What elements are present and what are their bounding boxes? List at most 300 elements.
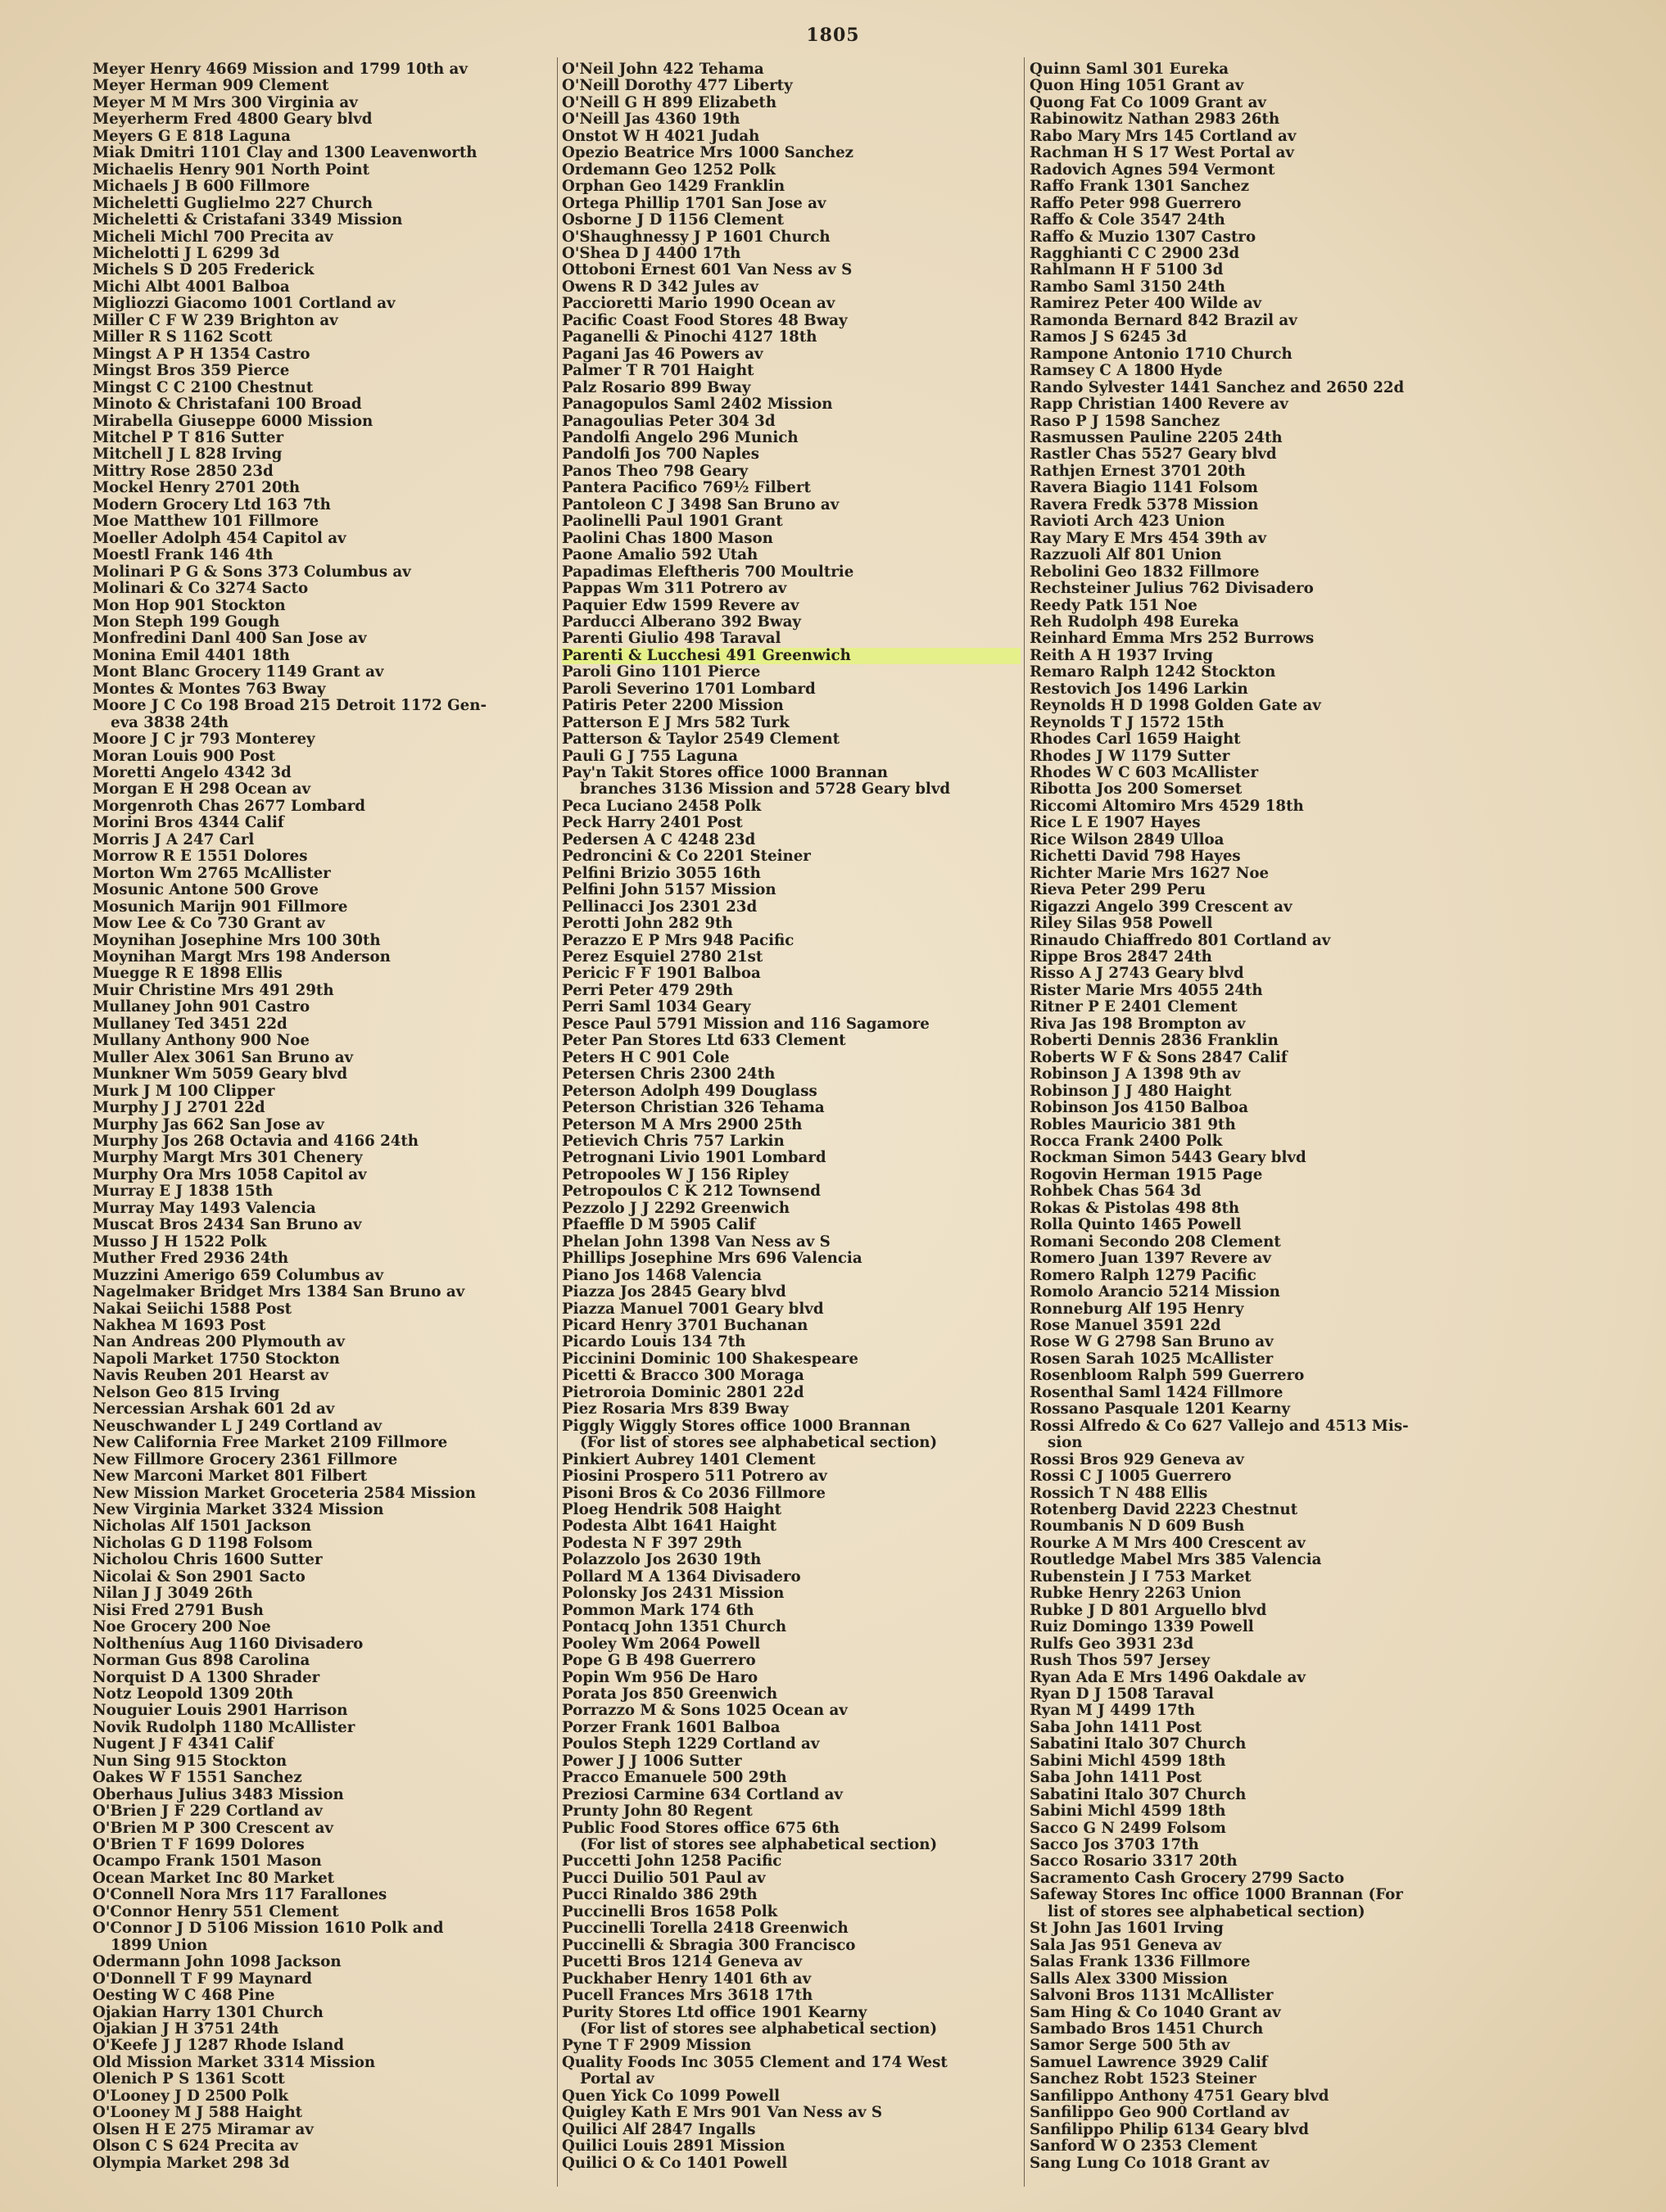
directory-entry: O'Neil John 422 Tehama	[562, 61, 764, 78]
directory-entry: Pay'n Takit Stores office 1000 Brannan	[562, 764, 888, 782]
directory-entry: Parducci Alberano 392 Bway	[562, 613, 801, 631]
directory-entry: Pellinacci Jos 2301 23d	[562, 898, 758, 916]
directory-entry: Oberhaus Julius 3483 Mission	[93, 1785, 344, 1803]
directory-entry: Patterson E J Mrs 582 Turk	[562, 713, 790, 731]
directory-entry: Mon Hop 901 Stockton	[93, 596, 286, 614]
directory-entry: Rice Wilson 2849 Ulloa	[1030, 830, 1225, 848]
directory-entry: Robles Mauricio 381 9th	[1030, 1115, 1236, 1133]
directory-entry: Rolla Quinto 1465 Powell	[1030, 1216, 1242, 1234]
directory-entry: Romero Ralph 1279 Pacific	[1030, 1266, 1256, 1284]
directory-entry: Romero Juan 1397 Revere av	[1030, 1250, 1271, 1268]
directory-entry: Moynihan Josephine Mrs 100 30th	[93, 931, 381, 949]
directory-entry: Nicholou Chris 1600 Sutter	[93, 1551, 323, 1569]
directory-entry: Rathjen Ernest 3701 20th	[1030, 462, 1246, 480]
directory-entry: Sacco G N 2499 Folsom	[1030, 1819, 1226, 1837]
directory-entry: Mingst A P H 1354 Castro	[93, 345, 310, 363]
directory-entry: Patiris Peter 2200 Mission	[562, 697, 784, 715]
directory-entry: Ottoboni Ernest 601 Van Ness av S	[562, 261, 853, 279]
directory-entry: Michaels J B 600 Fillmore	[93, 178, 310, 196]
directory-entry: Rockman Simon 5443 Geary blvd	[1030, 1149, 1306, 1167]
directory-entry: Rambo Saml 3150 24th	[1030, 278, 1226, 296]
directory-entry: Rush Thos 597 Jersey	[1030, 1652, 1211, 1670]
directory-entry-continuation: 1899 Union	[111, 1936, 208, 1954]
directory-entry: Ryan D J 1508 Taraval	[1030, 1685, 1214, 1703]
directory-entry: Rabo Mary Mrs 145 Cortland av	[1030, 127, 1297, 145]
directory-entry: Sang Lung Co 1018 Grant av	[1030, 2154, 1270, 2172]
directory-entry: Quilici Alf 2847 Ingalls	[562, 2120, 756, 2138]
directory-entry: Moore J C Co 198 Broad 215 Detroit 1172 Gen-	[93, 697, 487, 715]
directory-entry: Sanfilippo Geo 900 Cortland av	[1030, 2104, 1289, 2122]
directory-entry: Pietroroia Dominic 2801 22d	[562, 1383, 804, 1401]
directory-entry: Rulfs Geo 3931 23d	[1030, 1635, 1194, 1653]
directory-entry: Puckhaber Henry 1401 6th av	[562, 1970, 812, 1988]
directory-entry: Nouguier Louis 2901 Harrison	[93, 1702, 348, 1720]
directory-entry: Nicholas Alf 1501 Jackson	[93, 1518, 312, 1536]
directory-entry: Pucell Frances Mrs 3618 17th	[562, 1987, 813, 2005]
directory-entry: Pope G B 498 Guerrero	[562, 1652, 756, 1670]
directory-entry: Pandolfi Angelo 296 Munich	[562, 428, 799, 446]
directory-entry: Safeway Stores Inc office 1000 Brannan (For	[1030, 1886, 1403, 1904]
directory-entry: Perez Esquiel 2780 21st	[562, 948, 763, 966]
directory-entry: Pucci Rinaldo 386 29th	[562, 1886, 758, 1904]
directory-entry: O'Neill G H 899 Elizabeth	[562, 93, 777, 111]
directory-entry: Rhodes Carl 1659 Haight	[1030, 731, 1241, 749]
directory-entry: Rossi Bros 929 Geneva av	[1030, 1450, 1244, 1468]
directory-entry: Rourke A M Mrs 400 Crescent av	[1030, 1534, 1306, 1552]
directory-entry: Pinkiert Aubrey 1401 Clement	[562, 1450, 816, 1468]
directory-entry: Sacco Rosario 3317 20th	[1030, 1852, 1238, 1870]
directory-column-1	[93, 61, 551, 2172]
directory-entry: Ravera Fredk 5378 Mission	[1030, 495, 1259, 513]
directory-entry-continuation: list of stores see alphabetical section)	[1048, 1902, 1365, 1920]
directory-entry: Quilici O & Co 1401 Powell	[562, 2154, 788, 2172]
directory-entry: Monina Emil 4401 18th	[93, 646, 290, 664]
directory-entry: Muller Alex 3061 San Bruno av	[93, 1048, 354, 1066]
directory-entry: Mow Lee & Co 730 Grant av	[93, 915, 325, 933]
directory-entry-continuation: (For list of stores see alphabetical section)	[580, 1836, 938, 1854]
directory-entry: Paquier Edw 1599 Revere av	[562, 596, 799, 614]
directory-entry: Ojakian Harry 1301 Church	[93, 2003, 324, 2021]
directory-entry: Owens R D 342 Jules av	[562, 278, 758, 296]
directory-entry: Piosini Prospero 511 Potrero av	[562, 1468, 827, 1486]
directory-entry: Mitchell J L 828 Irving	[93, 446, 283, 464]
directory-entry: Mitchel P T 816 Sutter	[93, 428, 284, 446]
directory-entry: Piazza Manuel 7001 Geary blvd	[562, 1300, 824, 1318]
directory-entry: Ronneburg Alf 195 Henry	[1030, 1300, 1244, 1318]
directory-entry: Rose Manuel 3591 22d	[1030, 1316, 1221, 1334]
directory-entry: Paolini Chas 1800 Mason	[562, 529, 773, 547]
directory-entry: Michelotti J L 6299 3d	[93, 244, 280, 262]
directory-entry: Murk J M 100 Clipper	[93, 1082, 275, 1100]
directory-entry: Raffo Peter 998 Guerrero	[1030, 194, 1242, 212]
directory-entry: O'Connor J D 5106 Mission 1610 Polk and	[93, 1920, 444, 1938]
directory-entry: Rossi C J 1005 Guerrero	[1030, 1468, 1232, 1486]
directory-entry: Nakai Seiichi 1588 Post	[93, 1300, 292, 1318]
directory-entry: Rohbek Chas 564 3d	[1030, 1183, 1202, 1201]
directory-entry: Neuschwander L J 249 Cortland av	[93, 1417, 383, 1435]
directory-entry: Pandolfi Jos 700 Naples	[562, 446, 759, 464]
directory-entry: Oakes W F 1551 Sanchez	[93, 1769, 302, 1787]
directory-entry: Rampone Antonio 1710 Church	[1030, 345, 1293, 363]
directory-entry: Petrognani Livio 1901 Lombard	[562, 1149, 826, 1167]
directory-entry: Picardo Louis 134 7th	[562, 1333, 746, 1351]
directory-entry: Micheletti & Cristafani 3349 Mission	[93, 211, 403, 229]
directory-entry: Raffo & Cole 3547 24th	[1030, 211, 1225, 229]
directory-entry: Ramsey C A 1800 Hyde	[1030, 362, 1223, 380]
directory-entry: Robinson Jos 4150 Balboa	[1030, 1099, 1248, 1117]
directory-entry: O'Connor Henry 551 Clement	[93, 1902, 339, 1920]
directory-entry: Salls Alex 3300 Mission	[1030, 1970, 1228, 1988]
directory-entry: Ramonda Bernard 842 Brazil av	[1030, 311, 1297, 329]
directory-entry: Meyers G E 818 Laguna	[93, 127, 291, 145]
directory-entry: Puccinelli Torella 2418 Greenwich	[562, 1920, 849, 1938]
directory-entry: Perri Peter 479 29th	[562, 981, 734, 999]
directory-entry: Robinson J J 480 Haight	[1030, 1082, 1232, 1100]
directory-entry: Murray E J 1838 15th	[93, 1183, 274, 1201]
directory-entry: Panagopulos Saml 2402 Mission	[562, 396, 833, 414]
directory-entry: Mon Steph 199 Gough	[93, 613, 280, 631]
directory-entry: Perri Saml 1034 Geary	[562, 998, 751, 1016]
directory-entry: Pedroncini & Co 2201 Steiner	[562, 848, 811, 866]
directory-entry: Petersen Chris 2300 24th	[562, 1065, 776, 1083]
directory-entry: Sabini Michl 4599 18th	[1030, 1803, 1226, 1821]
directory-entry: Routledge Mabel Mrs 385 Valencia	[1030, 1551, 1322, 1569]
directory-entry: Podesta N F 397 29th	[562, 1534, 742, 1552]
directory-entry: Napoli Market 1750 Stockton	[93, 1350, 340, 1368]
column-divider	[557, 57, 558, 2187]
directory-entry: Nakhea M 1693 Post	[93, 1316, 266, 1334]
directory-entry: Radovich Agnes 594 Vermont	[1030, 161, 1275, 179]
directory-entry: Ryan Ada E Mrs 1496 Oakdale av	[1030, 1668, 1306, 1686]
directory-entry: Ravioti Arch 423 Union	[1030, 513, 1225, 531]
directory-entry: Rister Marie Mrs 4055 24th	[1030, 981, 1263, 999]
directory-entry: Perazzo E P Mrs 948 Pacific	[562, 931, 795, 949]
directory-entry: Morini Bros 4344 Calif	[93, 814, 284, 832]
directory-entry: Pacific Coast Food Stores 48 Bway	[562, 311, 848, 329]
directory-entry: Ruiz Domingo 1339 Powell	[1030, 1618, 1254, 1636]
directory-entry: Ray Mary E Mrs 454 39th av	[1030, 529, 1267, 547]
directory-entry: Sambado Bros 1451 Church	[1030, 2020, 1264, 2038]
directory-entry: Podesta Albt 1641 Haight	[562, 1518, 777, 1536]
directory-entry: Rabinowitz Nathan 2983 26th	[1030, 111, 1280, 129]
directory-entry: Pyne T F 2909 Mission	[562, 2037, 752, 2055]
directory-entry: Mockel Henry 2701 20th	[93, 479, 301, 497]
directory-entry: Samor Serge 500 5th av	[1030, 2037, 1230, 2055]
directory-entry: Samuel Lawrence 3929 Calif	[1030, 2053, 1268, 2071]
directory-entry: Picard Henry 3701 Buchanan	[562, 1316, 808, 1334]
directory-entry: Morrow R E 1551 Dolores	[93, 848, 308, 866]
directory-entry: Puccinelli Bros 1658 Polk	[562, 1902, 778, 1920]
directory-entry: Sala Jas 951 Geneva av	[1030, 1936, 1222, 1954]
directory-entry: Peterson Adolph 499 Douglass	[562, 1082, 817, 1100]
directory-entry: New Marconi Market 801 Filbert	[93, 1468, 368, 1486]
directory-entry: Rigazzi Angelo 399 Crescent av	[1030, 898, 1293, 916]
directory-entry: O'Looney M J 588 Haight	[93, 2104, 303, 2122]
directory-entry: Moran Louis 900 Post	[93, 747, 276, 765]
directory-entry: New Fillmore Grocery 2361 Fillmore	[93, 1450, 398, 1468]
directory-entry: Mingst C C 2100 Chestnut	[93, 378, 314, 396]
directory-entry: Olson C S 624 Precita av	[93, 2137, 298, 2155]
directory-column-2	[562, 61, 1021, 2172]
directory-entry: Molinari & Co 3274 Sacto	[93, 580, 309, 598]
directory-entry: Peca Luciano 2458 Polk	[562, 797, 762, 815]
directory-entry: Nicolai & Son 2901 Sacto	[93, 1567, 306, 1585]
directory-entry: Moe Matthew 101 Fillmore	[93, 513, 319, 531]
directory-entry: Sabatini Italo 307 Church	[1030, 1735, 1247, 1753]
directory-entry: Rossi Alfredo & Co 627 Vallejo and 4513 Mis-	[1030, 1417, 1409, 1435]
directory-entry: Piano Jos 1468 Valencia	[562, 1266, 763, 1284]
directory-entry: Pesce Paul 5791 Mission and 116 Sagamore	[562, 1015, 930, 1033]
directory-entry-continuation: sion	[1048, 1434, 1083, 1452]
directory-entry: Power J J 1006 Sutter	[562, 1752, 742, 1770]
directory-entry: Polazzolo Jos 2630 19th	[562, 1551, 762, 1569]
directory-entry: Musso J H 1522 Polk	[93, 1233, 267, 1251]
directory-entry: Rossano Pasquale 1201 Kearny	[1030, 1400, 1291, 1418]
directory-entry: Notz Leopold 1309 20th	[93, 1685, 293, 1703]
directory-entry: Prunty John 80 Regent	[562, 1803, 753, 1821]
directory-entry: Muir Christine Mrs 491 29th	[93, 981, 334, 999]
directory-entry: Miller C F W 239 Brighton av	[93, 311, 338, 329]
directory-entry: Nelson Geo 815 Irving	[93, 1383, 280, 1401]
directory-entry: Porzer Frank 1601 Balboa	[562, 1718, 781, 1736]
directory-entry: Ordemann Geo 1252 Polk	[562, 161, 776, 179]
directory-entry: Rosenthal Saml 1424 Fillmore	[1030, 1383, 1283, 1401]
directory-entry: Ravera Biagio 1141 Folsom	[1030, 479, 1258, 497]
directory-entry: Odermann John 1098 Jackson	[93, 1953, 342, 1971]
directory-entry: Pantoleon C J 3498 San Bruno av	[562, 495, 840, 513]
directory-entry: Saba John 1411 Post	[1030, 1769, 1202, 1787]
directory-entry: Ribotta Jos 200 Somerset	[1030, 780, 1243, 798]
directory-entry: Ojakian J H 3751 24th	[93, 2020, 279, 2038]
directory-entry: Rokas & Pistolas 498 8th	[1030, 1199, 1240, 1217]
directory-entry: Pelfini Brizio 3055 16th	[562, 864, 761, 882]
directory-entry: Murphy Margt Mrs 301 Chenery	[93, 1149, 363, 1167]
directory-entry: Quinn Saml 301 Eureka	[1030, 61, 1229, 78]
directory-entry: Salvoni Bros 1131 McAllister	[1030, 1987, 1274, 2005]
directory-entry: Riccomi Altomiro Mrs 4529 18th	[1030, 797, 1304, 815]
directory-entry: Murphy Jos 268 Octavia and 4166 24th	[93, 1133, 419, 1150]
directory-entry: Ramos J S 6245 3d	[1030, 328, 1187, 346]
directory-entry: Rieva Peter 299 Peru	[1030, 881, 1206, 899]
directory-entry: New Mission Market Groceteria 2584 Mission	[93, 1484, 476, 1502]
directory-entry: Razzuoli Alf 801 Union	[1030, 546, 1222, 564]
directory-entry-continuation: (For list of stores see alphabetical section)	[580, 2020, 938, 2038]
directory-entry: O'Looney J D 2500 Polk	[93, 2087, 288, 2105]
directory-entry: Noe Grocery 200 Noe	[93, 1618, 271, 1636]
directory-entry: Petievich Chris 757 Larkin	[562, 1133, 785, 1150]
directory-entry: Paroli Gino 1101 Pierce	[562, 663, 761, 681]
directory-entry: Picetti & Bracco 300 Moraga	[562, 1367, 804, 1385]
directory-entry: Reedy Patk 151 Noe	[1030, 596, 1197, 614]
directory-entry: Panos Theo 798 Geary	[562, 462, 749, 480]
directory-entry: Peterson Christian 326 Tehama	[562, 1099, 825, 1117]
directory-entry: Ortega Phillip 1701 San Jose av	[562, 194, 826, 212]
directory-entry: Quality Foods Inc 3055 Clement and 174 West	[562, 2053, 948, 2071]
directory-entry: Paganelli & Pinochi 4127 18th	[562, 328, 817, 346]
directory-entry: Olympia Market 298 3d	[93, 2154, 290, 2172]
directory-entry: Peters H C 901 Cole	[562, 1048, 730, 1066]
directory-entry: Roberts W F & Sons 2847 Calif	[1030, 1048, 1288, 1066]
directory-entry: Nercessian Arshak 601 2d av	[93, 1400, 335, 1418]
directory-entry: Peterson M A Mrs 2900 25th	[562, 1115, 803, 1133]
directory-entry: Porrazzo M & Sons 1025 Ocean av	[562, 1702, 848, 1720]
directory-column-3	[1030, 61, 1488, 2172]
directory-entry: Pelfini John 5157 Mission	[562, 881, 776, 899]
directory-entry: Reith A H 1937 Irving	[1030, 646, 1213, 664]
directory-entry: Roumbanis N D 609 Bush	[1030, 1518, 1245, 1536]
directory-entry: Poulos Steph 1229 Cortland av	[562, 1735, 820, 1753]
directory-entry: Nun Sing 915 Stockton	[93, 1752, 287, 1770]
directory-entry: Palmer T R 701 Haight	[562, 362, 754, 380]
directory-entry: Murphy J J 2701 22d	[93, 1099, 265, 1117]
directory-entry: Porata Jos 850 Greenwich	[562, 1685, 778, 1703]
directory-entry: Sanfilippo Philip 6134 Geary blvd	[1030, 2120, 1309, 2138]
directory-entry: Petropooles W J 156 Ripley	[562, 1165, 789, 1183]
directory-entry: Romani Secondo 208 Clement	[1030, 1233, 1281, 1251]
directory-entry: Pezzolo J J 2292 Greenwich	[562, 1199, 790, 1217]
directory-entry: Moeller Adolph 454 Capitol av	[93, 529, 346, 547]
directory-entry: Morgan E H 298 Ocean av	[93, 780, 311, 798]
directory-entry: Polonsky Jos 2431 Mission	[562, 1585, 785, 1603]
directory-entry: Sanfilippo Anthony 4751 Geary blvd	[1030, 2087, 1329, 2105]
directory-entry: Onstot W H 4021 Judah	[562, 127, 760, 145]
directory-entry: Piggly Wiggly Stores office 1000 Brannan	[562, 1417, 911, 1435]
directory-entry: Sanchez Robt 1523 Steiner	[1030, 2070, 1256, 2088]
directory-entry: Rocca Frank 2400 Polk	[1030, 1133, 1223, 1150]
directory-entry: Sam Hing & Co 1040 Grant av	[1030, 2003, 1281, 2021]
directory-entry: Morgenroth Chas 2677 Lombard	[93, 797, 365, 815]
directory-entry: Piccinini Dominic 100 Shakespeare	[562, 1350, 858, 1368]
directory-entry: Patterson & Taylor 2549 Clement	[562, 731, 840, 749]
directory-entry: O'Shaughnessy J P 1601 Church	[562, 228, 831, 246]
directory-entry: Quigley Kath E Mrs 901 Van Ness av S	[562, 2104, 883, 2122]
directory-entry: Rachman H S 17 West Portal av	[1030, 144, 1294, 162]
directory-entry: Sabini Michl 4599 18th	[1030, 1752, 1226, 1770]
directory-entry: Pucetti Bros 1214 Geneva av	[562, 1953, 803, 1971]
directory-entry: O'Neill Jas 4360 19th	[562, 111, 740, 129]
directory-entry: Murphy Jas 662 San Jose av	[93, 1115, 324, 1133]
directory-entry: Mittry Rose 2850 23d	[93, 462, 274, 480]
directory-entry: Rapp Christian 1400 Revere av	[1030, 396, 1288, 414]
directory-entry-continuation: Portal av	[580, 2070, 654, 2088]
directory-entry: Phelan John 1398 Van Ness av S	[562, 1233, 831, 1251]
directory-entry: Pauli G J 755 Laguna	[562, 747, 738, 765]
directory-entry-continuation: eva 3838 24th	[111, 713, 229, 731]
directory-entry: Muzzini Amerigo 659 Columbus av	[93, 1266, 384, 1284]
directory-entry: Rotenberg David 2223 Chestnut	[1030, 1500, 1298, 1518]
directory-entry: Pagani Jas 46 Powers av	[562, 345, 763, 363]
directory-entry: Mullaney Ted 3451 22d	[93, 1015, 287, 1033]
directory-entry: Pollard M A 1364 Divisadero	[562, 1567, 801, 1585]
directory-entry: Pantera Pacifico 769½ Filbert	[562, 479, 811, 497]
directory-entry: Meyerherm Fred 4800 Geary blvd	[93, 111, 373, 129]
directory-entry: Paolinelli Paul 1901 Grant	[562, 513, 783, 531]
directory-entry: Raffo & Muzio 1307 Castro	[1030, 228, 1256, 246]
directory-entry: Mullaney John 901 Castro	[93, 998, 310, 1016]
directory-entry: Rahlmann H F 5100 3d	[1030, 261, 1224, 279]
directory-entry: O'Brien M P 300 Crescent av	[93, 1819, 333, 1837]
directory-entry: Morris J A 247 Carl	[93, 830, 255, 848]
directory-entry: O'Shea D J 4400 17th	[562, 244, 741, 262]
directory-entry: Peter Pan Stores Ltd 633 Clement	[562, 1032, 846, 1050]
directory-entry: Romolo Arancio 5214 Mission	[1030, 1283, 1280, 1301]
directory-entry: Miak Dmitri 1101 Clay and 1300 Leavenworth	[93, 144, 478, 162]
directory-entry: Ramirez Peter 400 Wilde av	[1030, 295, 1262, 313]
directory-entry: Quong Fat Co 1009 Grant av	[1030, 93, 1267, 111]
directory-entry: Molinari P G & Sons 373 Columbus av	[93, 563, 411, 581]
directory-entry: Murray May 1493 Valencia	[93, 1199, 316, 1217]
directory-entry: Ocean Market Inc 80 Market	[93, 1869, 335, 1887]
directory-entry: Nicholas G D 1198 Folsom	[93, 1534, 313, 1552]
directory-entry: Pontacq John 1351 Church	[562, 1618, 787, 1636]
directory-entry: Olenich P S 1361 Scott	[93, 2070, 285, 2088]
directory-entry: Sacramento Cash Grocery 2799 Sacto	[1030, 1869, 1345, 1887]
directory-entry: Ritner P E 2401 Clement	[1030, 998, 1238, 1016]
directory-entry: Meyer Herman 909 Clement	[93, 77, 329, 95]
directory-entry: Ploeg Hendrik 508 Haight	[562, 1500, 781, 1518]
directory-entry: Richetti David 798 Hayes	[1030, 848, 1241, 866]
directory-entry: Ryan M J 4499 17th	[1030, 1702, 1195, 1720]
directory-entry: Pucci Duilio 501 Paul av	[562, 1869, 766, 1887]
directory-entry: Ocampo Frank 1501 Mason	[93, 1852, 322, 1870]
directory-entry: Robinson J A 1398 9th av	[1030, 1065, 1241, 1083]
directory-entry: O'Connell Nora Mrs 117 Farallones	[93, 1886, 387, 1904]
directory-entry: Ragghianti C C 2900 23d	[1030, 244, 1240, 262]
directory-entry: Palz Rosario 899 Bway	[562, 378, 751, 396]
directory-entry: Michaelis Henry 901 North Point	[93, 161, 369, 179]
directory-entry: Rubke J D 801 Arguello blvd	[1030, 1601, 1267, 1619]
directory-entry: Montes & Montes 763 Bway	[93, 680, 326, 698]
directory-entry: Rhodes W C 603 McAllister	[1030, 764, 1259, 782]
directory-entry: Opezio Beatrice Mrs 1000 Sanchez	[562, 144, 854, 162]
directory-entry-continuation: branches 3136 Mission and 5728 Geary blvd	[580, 780, 951, 798]
directory-entry: Rice L E 1907 Hayes	[1030, 814, 1201, 832]
directory-entry: Osborne J D 1156 Clement	[562, 211, 785, 229]
directory-entry: Rubke Henry 2263 Union	[1030, 1585, 1242, 1603]
directory-entry: O'Brien J F 229 Cortland av	[93, 1803, 323, 1821]
directory-entry: Rogovin Herman 1915 Page	[1030, 1165, 1263, 1183]
directory-entry: Rinaudo Chiaffredo 801 Cortland av	[1030, 931, 1331, 949]
directory-entry: Morton Wm 2765 McAllister	[93, 864, 331, 882]
directory-entry: Pracco Emanuele 500 29th	[562, 1769, 787, 1787]
directory-entry: Rose W G 2798 San Bruno av	[1030, 1333, 1274, 1351]
directory-entry: Paone Amalio 592 Utah	[562, 546, 758, 564]
directory-entry: Riva Jas 198 Brompton av	[1030, 1015, 1246, 1033]
directory-entry: Mullany Anthony 900 Noe	[93, 1032, 310, 1050]
directory-entry: Orphan Geo 1429 Franklin	[562, 178, 785, 196]
directory-entry: Rippe Bros 2847 24th	[1030, 948, 1212, 966]
directory-entry: Monfredini Danl 400 San Jose av	[93, 630, 367, 648]
directory-entry: Panagoulias Peter 304 3d	[562, 412, 776, 430]
directory-entry: Pedersen A C 4248 23d	[562, 830, 756, 848]
directory-entry: Raffo Frank 1301 Sanchez	[1030, 178, 1250, 196]
directory-entry: Sacco Jos 3703 17th	[1030, 1836, 1199, 1854]
directory-entry: Pisoni Bros & Co 2036 Fillmore	[562, 1484, 826, 1502]
directory-entry: Moynihan Margt Mrs 198 Anderson	[93, 948, 391, 966]
directory-entry: Muscat Bros 2434 San Bruno av	[93, 1216, 362, 1234]
page-number: 1805	[806, 25, 860, 46]
directory-entry: Raso P J 1598 Sanchez	[1030, 412, 1220, 430]
directory-entry: Pappas Wm 311 Potrero av	[562, 580, 787, 598]
directory-entry: Navis Reuben 201 Hearst av	[93, 1367, 328, 1385]
directory-entry: Petropoulos C K 212 Townsend	[562, 1183, 822, 1201]
directory-entry: Muther Fred 2936 24th	[93, 1250, 289, 1268]
directory-entry: Rechsteiner Julius 762 Divisadero	[1030, 580, 1314, 598]
directory-entry: Mosunic Antone 500 Grove	[93, 881, 319, 899]
directory-entry: Restovich Jos 1496 Larkin	[1030, 680, 1248, 698]
directory-entry: Oesting W C 468 Pine	[93, 1987, 275, 2005]
column-divider	[1024, 57, 1025, 2187]
